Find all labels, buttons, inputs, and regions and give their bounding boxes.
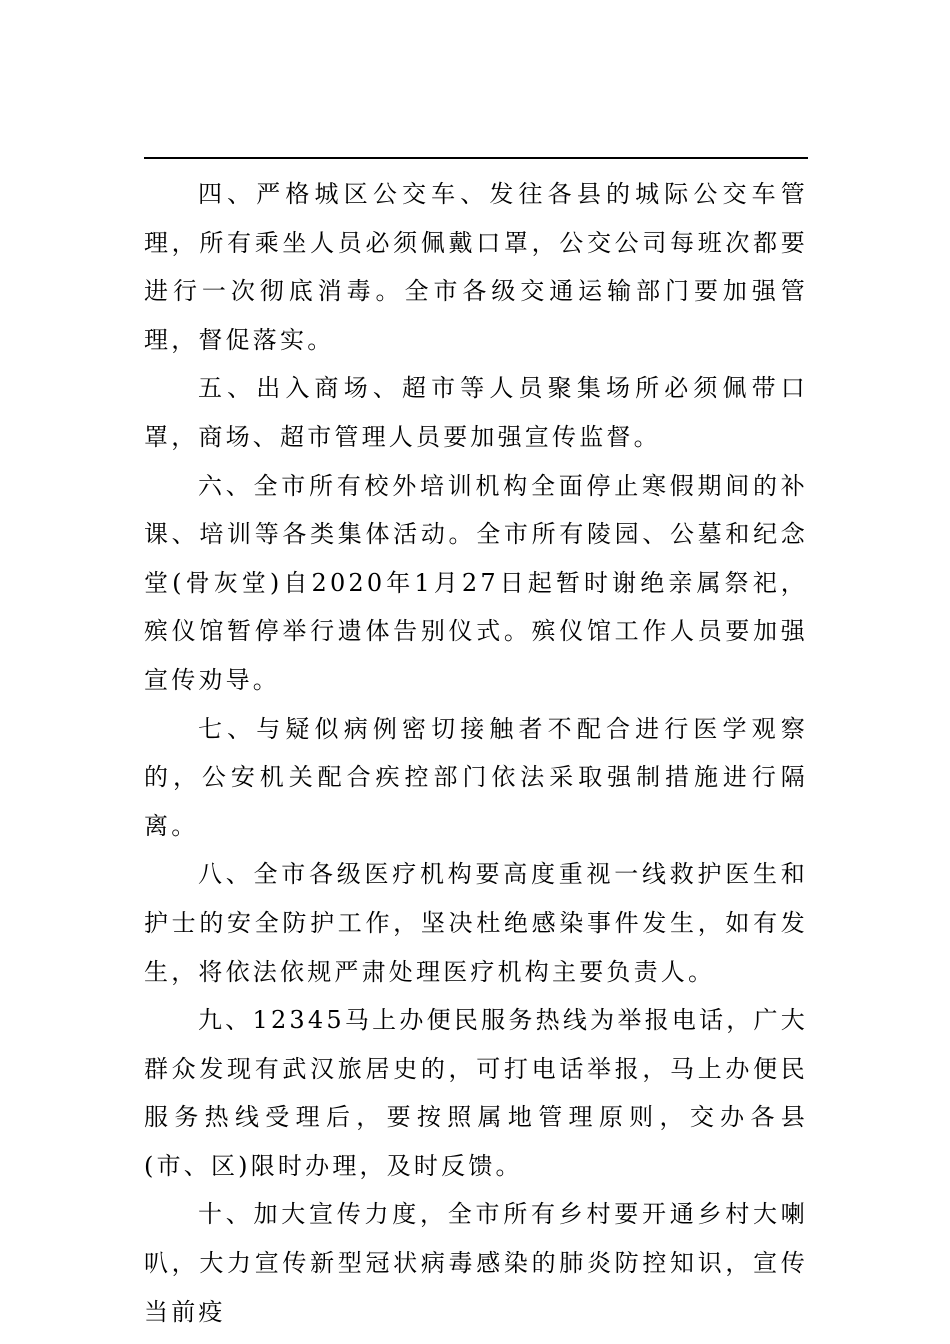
- paragraph-item-4: 四、严格城区公交车、发往各县的城际公交车管理，所有乘坐人员必须佩戴口罩，公交公司每班次都要进行一次彻底消毒。全市各级交通运输部门要加强管理，督促落实。: [144, 180, 808, 354]
- paragraph-item-7: 七、与疑似病例密切接触者不配合进行医学观察的，公安机关配合疾控部门依法采取强制措施进行隔离。: [144, 714, 808, 840]
- paragraph-item-8: 八、全市各级医疗机构要高度重视一线救护医生和护士的安全防护工作，坚决杜绝感染事件发生，如有发生，将依法依规严肃处理医疗机构主要负责人。: [144, 860, 808, 986]
- document-body: [144, 170, 808, 1336]
- paragraph-item-10: 十、加大宣传力度，全市所有乡村要开通乡村大喇叭，大力宣传新型冠状病毒感染的肺炎防控知识，宣传当前疫: [144, 1200, 808, 1326]
- header-rule: [144, 157, 808, 159]
- paragraph-item-6: 六、全市所有校外培训机构全面停止寒假期间的补课、培训等各类集体活动。全市所有陵园、公墓和纪念堂(骨灰堂)自2020年1月27日起暂时谢绝亲属祭祀，殡仪馆暂停举行遗体告别仪式。殡仪馆工作人员要加强宣传劝导。: [144, 471, 808, 694]
- paragraph-item-5: 五、出入商场、超市等人员聚集场所必须佩带口罩，商场、超市管理人员要加强宣传监督。: [144, 374, 808, 451]
- paragraph-item-9: 九、12345马上办便民服务热线为举报电话，广大群众发现有武汉旅居史的，可打电话举报，马上办便民服务热线受理后，要按照属地管理原则，交办各县(市、区)限时办理，及时反馈。: [144, 1006, 808, 1180]
